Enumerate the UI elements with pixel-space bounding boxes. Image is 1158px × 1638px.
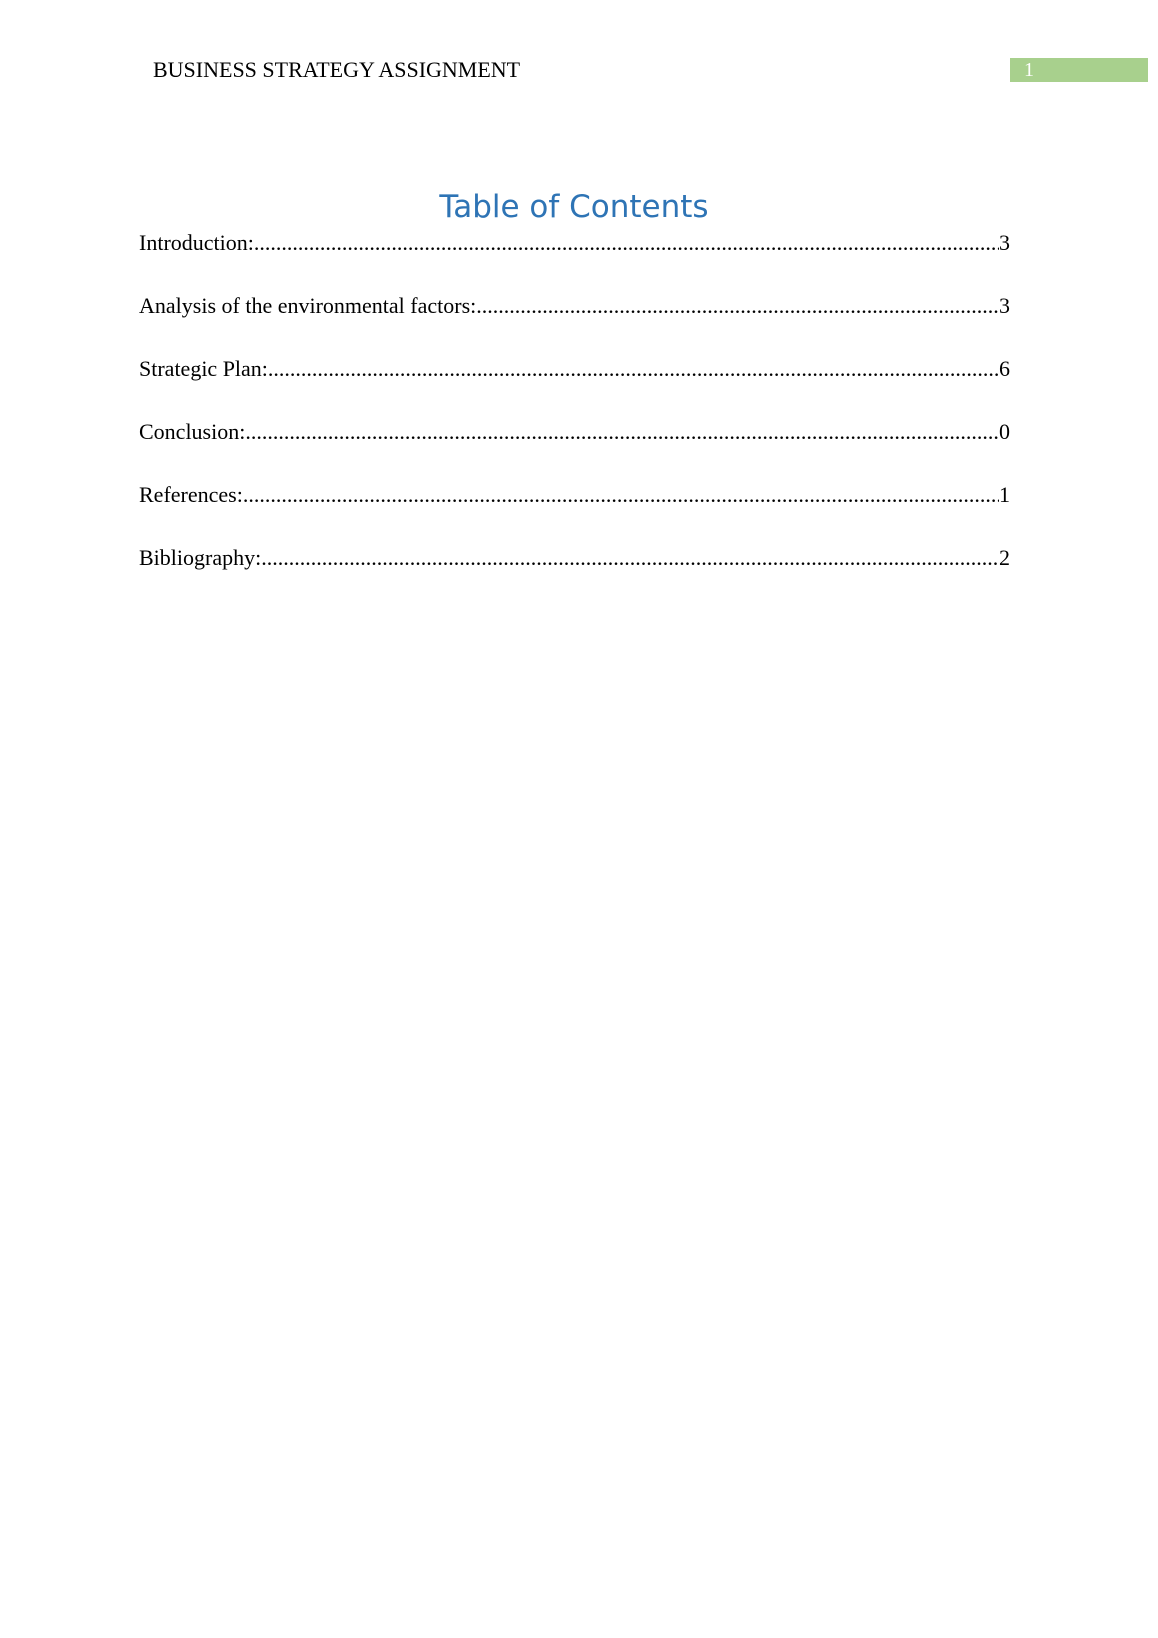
toc-entry-page: 3: [999, 230, 1010, 255]
toc-entry-conclusion[interactable]: [139, 418, 1010, 481]
toc-entry-label: Conclusion:: [139, 419, 246, 444]
toc-entry-label: Strategic Plan:: [139, 356, 268, 381]
toc-list: [139, 229, 1010, 607]
toc-entry-page: 3: [999, 293, 1010, 318]
toc-dot-leader: [268, 355, 999, 383]
toc-entry-page: 0: [999, 419, 1010, 444]
toc-entry-page: 2: [999, 545, 1010, 570]
toc-entry-bibliography[interactable]: [139, 544, 1010, 607]
toc-dot-leader: [254, 229, 999, 257]
toc-entry-introduction[interactable]: [139, 229, 1010, 292]
page-number: 1: [1024, 59, 1034, 81]
toc-entry-label: References:: [139, 482, 243, 507]
toc-dot-leader: [261, 544, 999, 572]
toc-dot-leader: [245, 418, 999, 446]
toc-entry-label: Introduction:: [139, 230, 254, 255]
page-number-badge: [1010, 58, 1148, 82]
document-header-title: BUSINESS STRATEGY ASSIGNMENT: [153, 57, 521, 82]
toc-entry-environmental-analysis[interactable]: [139, 292, 1010, 355]
toc-dot-leader: [476, 292, 999, 320]
toc-entry-references[interactable]: [139, 481, 1010, 544]
toc-entry-page: 1: [999, 482, 1010, 507]
toc-dot-leader: [243, 481, 999, 509]
toc-heading: Table of Contents: [439, 189, 709, 225]
toc-entry-strategic-plan[interactable]: [139, 355, 1010, 418]
toc-entry-page: 6: [999, 356, 1010, 381]
toc-entry-label: Analysis of the environmental factors:: [139, 293, 477, 318]
toc-entry-label: Bibliography:: [139, 545, 262, 570]
